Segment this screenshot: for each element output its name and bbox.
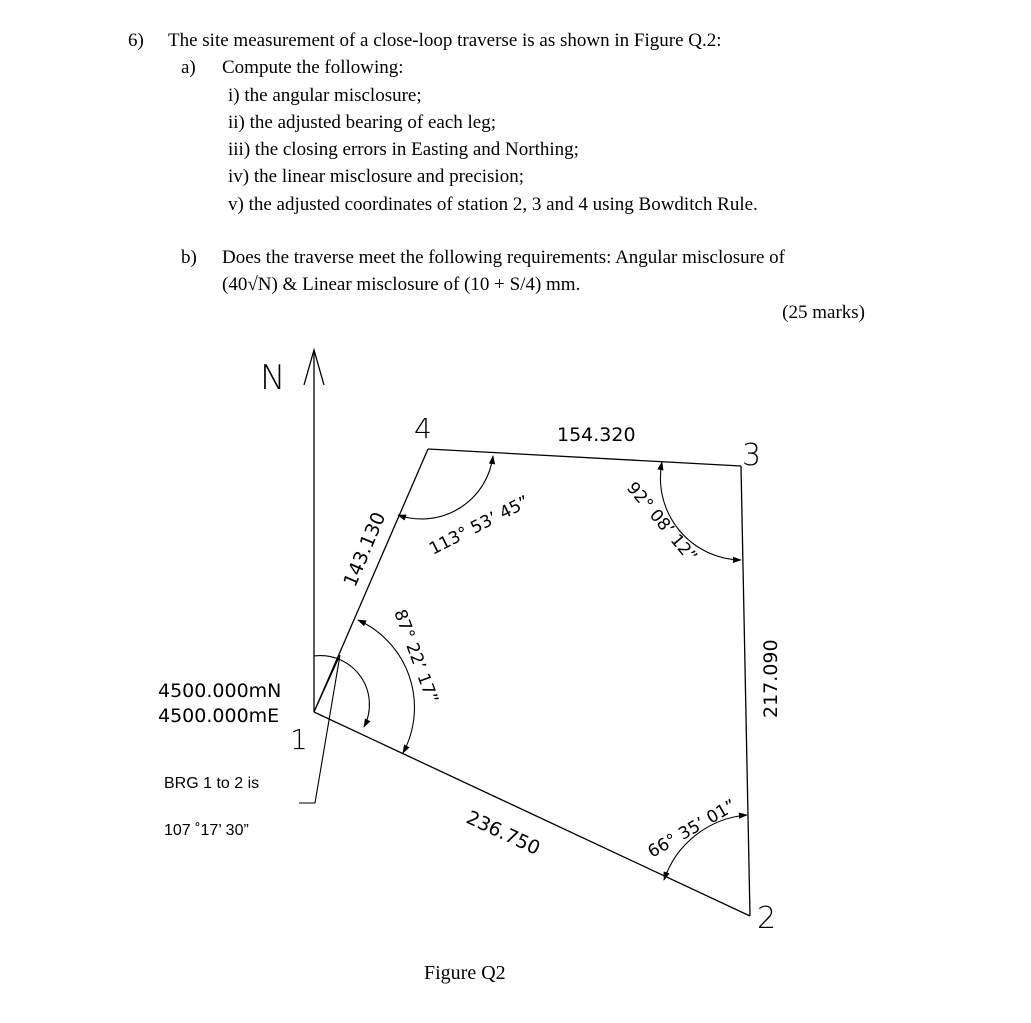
part-a-item-1: i) the angular misclosure;: [228, 85, 422, 106]
part-b-label: b): [181, 247, 197, 268]
part-b-line-2: (40√N) & Linear misclosure of (10 + S/4) mm.: [222, 274, 581, 295]
part-a-item-4: iv) the linear misclosure and precision;: [228, 166, 524, 187]
part-a-item-3: iii) the closing errors in Easting and Northing;: [228, 139, 579, 160]
distance-4-1: 143.130: [339, 509, 391, 590]
angle-label-3: 92° 08’ 12”: [622, 478, 701, 567]
part-a-prompt: Compute the following:: [222, 57, 404, 78]
station-1-northing: 4500.000mN: [158, 680, 282, 702]
bearing-note-line-1: BRG 1 to 2 is: [164, 775, 260, 792]
angle-arc-4: [398, 456, 493, 519]
leg-3-4: [428, 449, 741, 466]
part-a-item-5: v) the adjusted coordinates of station 2, 3 and 4 using Bowditch Rule.: [228, 194, 758, 215]
marks-label: (25 marks): [782, 302, 865, 323]
distance-1-2: 236.750: [462, 806, 544, 860]
station-2-label: 2: [757, 901, 777, 936]
part-a-label: a): [181, 57, 196, 78]
station-4-label: 4: [414, 412, 432, 445]
angle-label-1: 87° 22’ 17”: [389, 606, 442, 707]
north-label: N: [260, 358, 286, 398]
angle-label-4: 113° 53’ 45”: [426, 492, 533, 560]
bearing-note-line-2: 107 ˚17’ 30”: [164, 822, 249, 839]
distance-2-3: 217.090: [760, 639, 782, 718]
leg-1-2: [314, 712, 750, 916]
question-intro: The site measurement of a close-loop traverse is as shown in Figure Q.2:: [168, 30, 722, 51]
figure-caption: Figure Q2: [424, 962, 506, 984]
distance-3-4: 154.320: [557, 424, 636, 446]
station-3-label: 3: [742, 438, 762, 473]
part-b-line-1: Does the traverse meet the following requirements: Angular misclosure of: [222, 247, 785, 268]
part-a-item-2: ii) the adjusted bearing of each leg;: [228, 112, 497, 133]
station-1-easting: 4500.000mE: [158, 705, 280, 727]
question-number: 6): [128, 30, 144, 51]
angle-label-2: 66° 35’ 01”: [644, 795, 740, 863]
leg-2-3: [741, 466, 750, 916]
station-1-label: 1: [290, 723, 308, 756]
